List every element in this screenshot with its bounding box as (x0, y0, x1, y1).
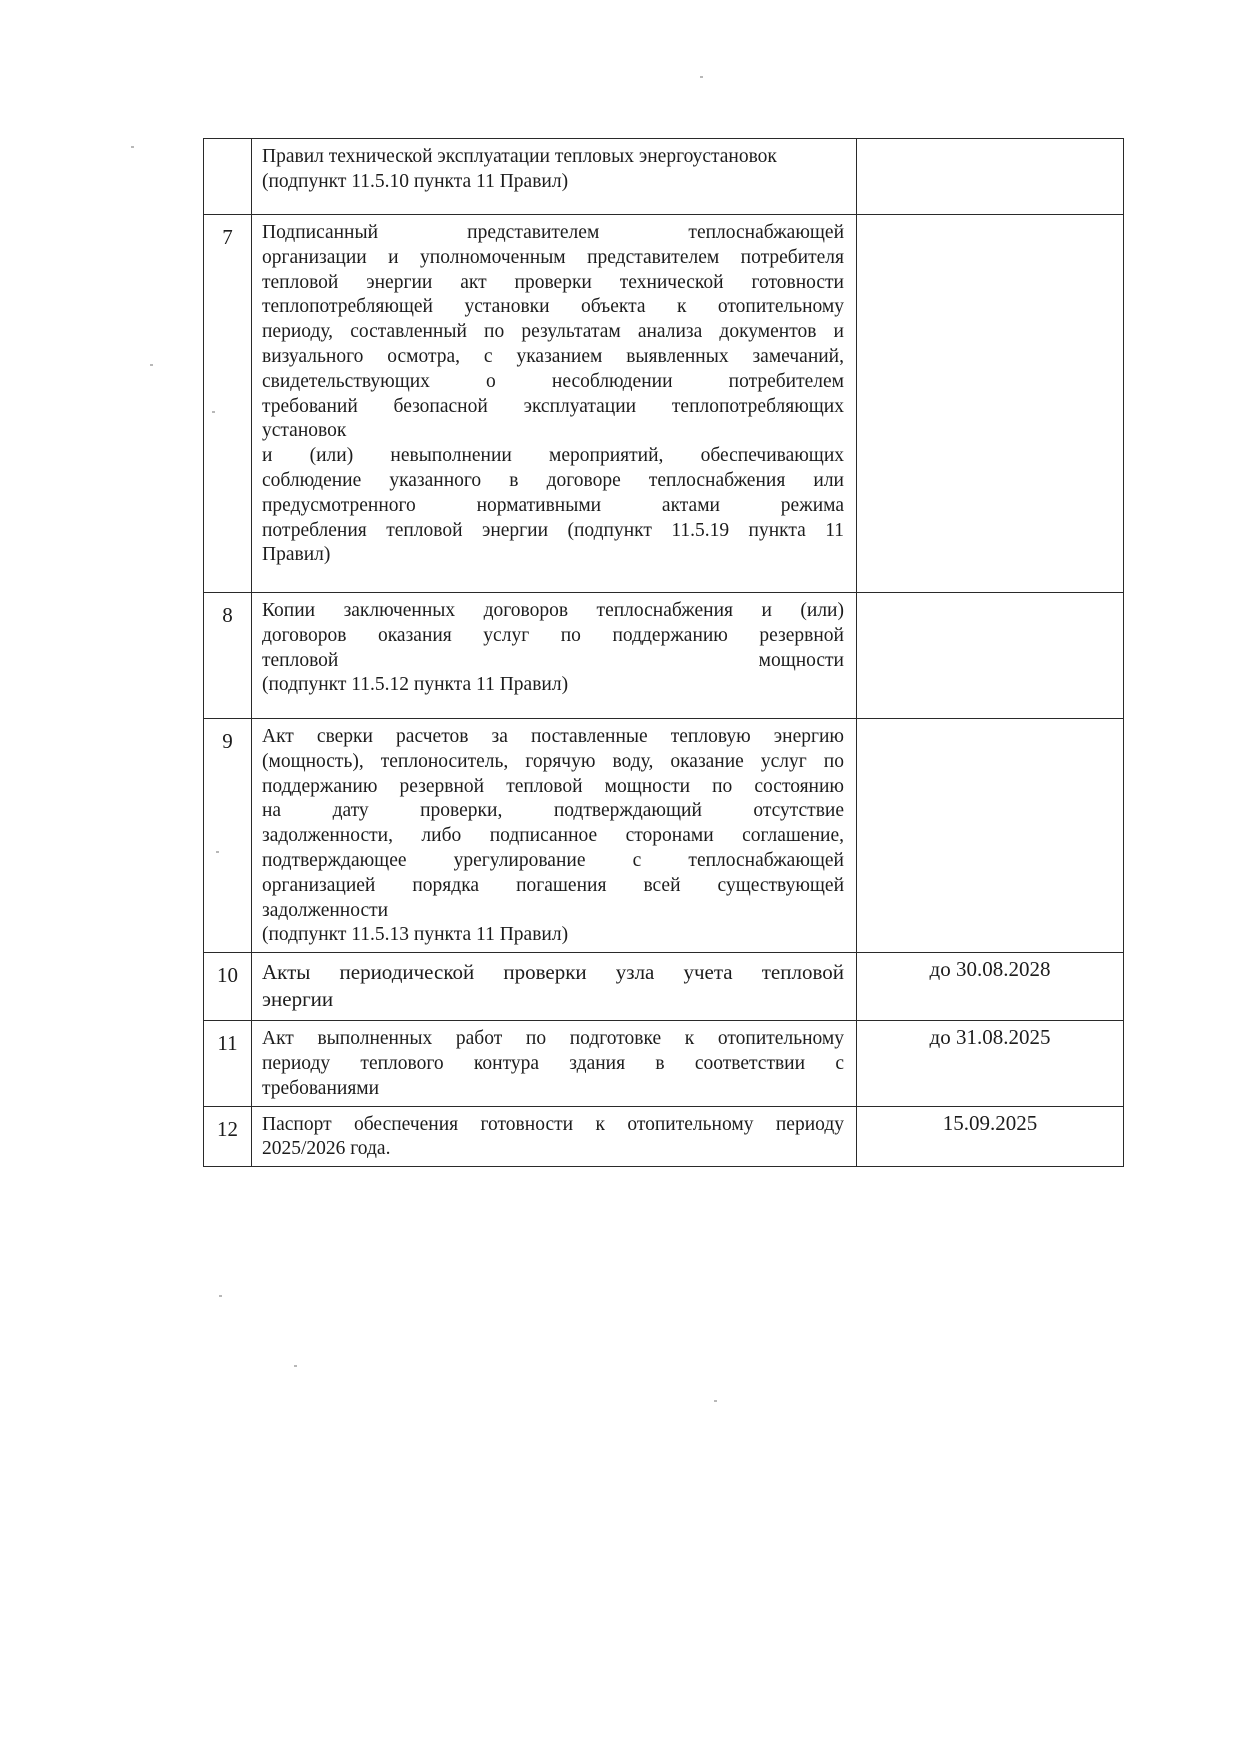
row-number: 7 (204, 215, 252, 593)
text-line: требованиями (262, 1077, 380, 1099)
deadline: 15.09.2025 (857, 1106, 1124, 1167)
text-line: договоров оказания услуг по поддержанию резервной (262, 624, 844, 646)
text-line: подтверждающее урегулирование с теплоснабжающей (262, 849, 844, 871)
text-line: организации и уполномоченным представителем потребителя (262, 246, 844, 268)
table-row (204, 1106, 1124, 1167)
text-line: Правил) (262, 544, 331, 566)
text-line: свидетельствующих о несоблюдении потребителем (262, 370, 844, 392)
table-row (204, 215, 1124, 593)
row-number: 12 (204, 1106, 252, 1167)
text-line: теплопотребляющей установки объекта к отопительному (262, 296, 844, 318)
text-line: соблюдение указанного в договоре теплоснабжения или (262, 469, 844, 491)
text-line: задолженности (262, 899, 389, 921)
table-row (204, 953, 1124, 1021)
text-line: периоду, составленный по результатам анализа документов и (262, 321, 844, 343)
requirement-text (252, 139, 857, 215)
text-line: Паспорт обеспечения готовности к отопительному периоду (262, 1113, 844, 1135)
text-line: установок (262, 420, 347, 442)
text-line: (подпункт 11.5.12 пункта 11 Правил) (262, 674, 569, 696)
text-line: Акт сверки расчетов за поставленные тепловую энергию (262, 726, 844, 747)
text-line: поддержанию резервной тепловой мощности по состоянию (262, 775, 844, 797)
scan-speck (212, 411, 215, 413)
table-row (204, 1021, 1124, 1106)
requirements-table (203, 138, 1124, 1167)
text-line: тепловой мощности (262, 649, 844, 671)
text-line: потребления тепловой энергии (подпункт 11.5.19 пункта 11 (262, 519, 844, 541)
text-line: Акт выполненных работ по подготовке к отопительному (262, 1028, 844, 1050)
scan-speck (714, 1400, 717, 1402)
scan-speck (131, 146, 134, 148)
requirement-text (252, 1106, 857, 1167)
deadline: до 30.08.2028 (857, 953, 1124, 1021)
row-number: 10 (204, 953, 252, 1021)
row-number (204, 139, 252, 215)
row-number: 8 (204, 593, 252, 719)
row-number: 9 (204, 719, 252, 953)
requirement-text (252, 593, 857, 719)
text-line: (подпункт 11.5.10 пункта 11 Правил) (262, 170, 569, 192)
text-line: задолженности, либо подписанное сторонами соглашение, (262, 825, 844, 847)
requirement-text (252, 719, 857, 953)
table-row (204, 719, 1124, 953)
text-line: предусмотренного нормативными актами режима (262, 494, 844, 516)
text-line: 2025/2026 года. (262, 1138, 391, 1160)
requirement-text (252, 215, 857, 593)
scan-speck (219, 1295, 222, 1297)
text-line: требований безопасной эксплуатации теплопотребляющих (262, 395, 844, 417)
text-line: и (или) невыполнении мероприятий, обеспечивающих (262, 445, 844, 467)
deadline (857, 593, 1124, 719)
deadline (857, 139, 1124, 215)
deadline (857, 215, 1124, 593)
requirement-text (252, 1021, 857, 1106)
text-line: Правил технической эксплуатации тепловых энергоустановок (262, 146, 777, 167)
scan-speck (700, 76, 703, 78)
text-line: Подписанный представителем теплоснабжающей (262, 222, 844, 243)
text-line: на дату проверки, подтверждающий отсутствие (262, 800, 844, 822)
row-number: 11 (204, 1021, 252, 1106)
table-row (204, 593, 1124, 719)
deadline: до 31.08.2025 (857, 1021, 1124, 1106)
text-line: периоду теплового контура здания в соответствии с (262, 1052, 844, 1074)
text-line: тепловой энергии акт проверки технической готовности (262, 271, 844, 293)
text-line: Копии заключенных договоров теплоснабжения и (или) (262, 600, 844, 621)
text-line: организацией порядка погашения всей существующей (262, 874, 844, 896)
table-row (204, 139, 1124, 215)
text-line: визуального осмотра, с указанием выявленных замечаний, (262, 345, 844, 367)
deadline (857, 719, 1124, 953)
text-line: Акты периодической проверки узла учета тепловой (262, 960, 844, 985)
text-line: энергии (262, 987, 334, 1012)
text-line: (подпункт 11.5.13 пункта 11 Правил) (262, 924, 569, 946)
scan-speck (216, 851, 219, 853)
requirement-text (252, 953, 857, 1021)
text-line: (мощность), теплоноситель, горячую воду, оказание услуг по (262, 750, 844, 772)
scan-speck (294, 1365, 297, 1367)
scan-speck (150, 364, 153, 366)
